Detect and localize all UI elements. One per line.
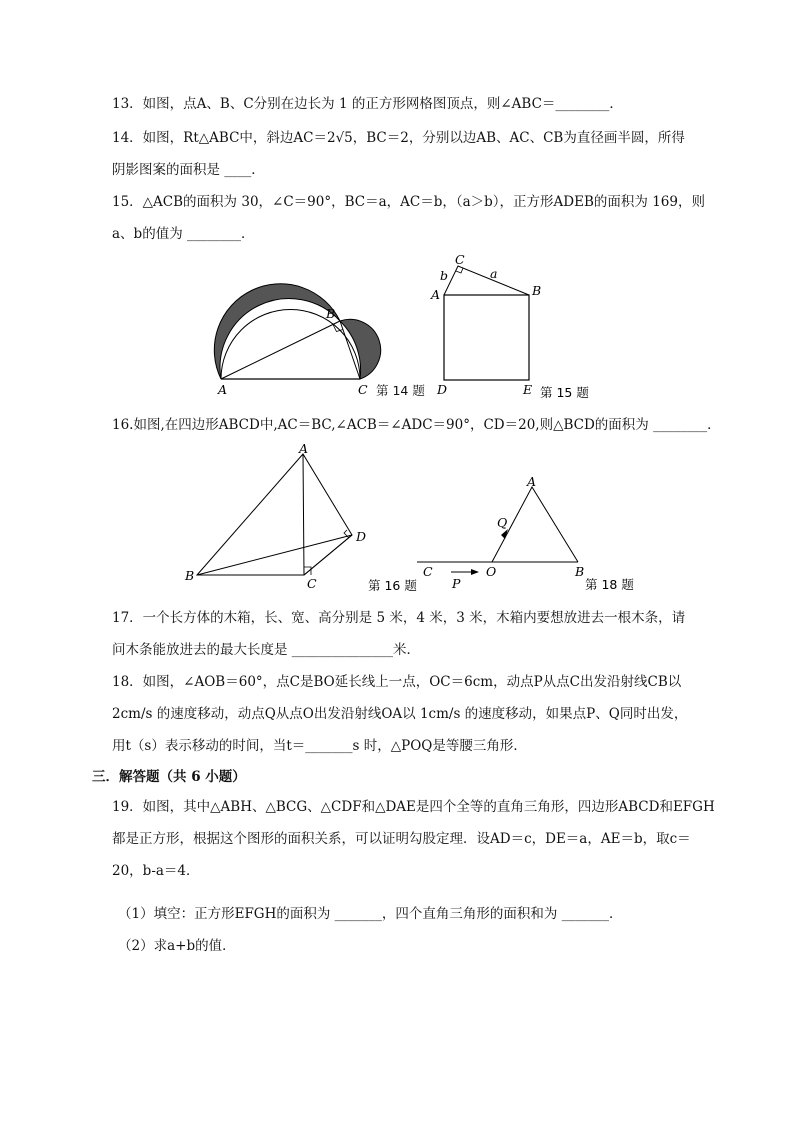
- question-14-line1: 14．如图，Rt△ABC中，斜边AC＝2√5，BC＝2，分别以边AB、AC、CB为直径画半圆，所得: [112, 130, 685, 146]
- arrow-p-head: [471, 569, 479, 575]
- shaded-lune-ab: [214, 284, 340, 379]
- label-q: Q: [497, 515, 508, 530]
- label-b: B: [185, 568, 195, 583]
- question-19-line3: 20，b-a＝4．: [112, 863, 200, 879]
- label-c: C: [307, 576, 317, 591]
- figure-15: [425, 252, 605, 402]
- label-b: B: [575, 564, 585, 579]
- label-p: P: [452, 576, 461, 591]
- label-a: A: [431, 287, 441, 302]
- question-15-line1: 15．△ACB的面积为 30，∠C＝90°，BC＝a，AC＝b，（a＞b），正方形ADEB的面积为 169，则: [112, 194, 705, 210]
- question-14-line2: 阴影图案的面积是 ____．: [112, 162, 265, 178]
- caption-14: 第 14 题: [376, 383, 425, 398]
- question-18-line1: 18．如图，∠AOB＝60°，点C是BO延长线上一点，OC＝6cm，动点P从点C出发沿射线CB以: [112, 674, 682, 690]
- question-19-line2: 都是正方形，根据这个图形的面积关系，可以证明勾股定理．设AD＝c，DE＝a，AE＝b，取c＝: [112, 831, 691, 847]
- label-d: D: [356, 529, 367, 544]
- segment-ac: [303, 454, 304, 575]
- caption-16: 第 16 题: [368, 578, 417, 593]
- figure-16: [180, 441, 417, 595]
- question-16: 16.如图,在四边形ABCD中,AC＝BC,∠ACB＝∠ADC＝90°，CD＝20,则△BCD的面积为 ________．: [112, 417, 721, 433]
- question-15-line2: a、b的值为 ________．: [112, 226, 255, 242]
- question-17-line1: 17．一个长方体的木箱，长、宽、高分别是 5 米，4 米，3 米，木箱内要想放进去一根木条，请: [112, 610, 686, 626]
- question-19-part2: （2）求a+b的值．: [118, 938, 236, 954]
- segment-ab: [221, 321, 340, 379]
- label-a: A: [218, 382, 228, 397]
- shaded-lune-bc: [340, 319, 381, 379]
- label-c: C: [455, 252, 465, 267]
- label-e: E: [523, 382, 533, 397]
- label-side-a: a: [490, 266, 498, 281]
- label-b: B: [532, 283, 542, 298]
- question-19-part1: （1）填空：正方形EFGH的面积为 _______，四个直角三角形的面积和为 _______．: [118, 906, 623, 922]
- label-b: B: [326, 306, 336, 321]
- label-side-b: b: [440, 268, 449, 283]
- question-19-line1: 19．如图，其中△ABH、△BCG、△CDF和△DAE是四个全等的直角三角形，四边形ABCD和EFGH: [112, 799, 715, 815]
- triangle-acb: [444, 266, 529, 295]
- quadrilateral-abcd: [197, 454, 352, 575]
- label-d: D: [437, 382, 448, 397]
- figure-14: [210, 295, 390, 405]
- question-17-line2: 问木条能放进去的最大长度是 _______________米．: [112, 642, 421, 658]
- label-o: O: [486, 564, 497, 579]
- question-18-line2: 2cm/s 的速度移动，动点Q从点O出发沿射线OA以 1cm/s 的速度移动，如果点P、Q同时出发，: [112, 706, 688, 722]
- section-heading: 三．解答题（共 6 小题）: [92, 769, 246, 785]
- square-adeb: [444, 295, 529, 380]
- caption-18: 第 18 题: [585, 577, 634, 592]
- label-a: A: [299, 441, 309, 456]
- caption-15: 第 15 题: [540, 385, 589, 400]
- label-c: C: [423, 564, 433, 579]
- label-c: C: [358, 382, 368, 397]
- question-13: 13．如图，点A、B、C分别在边长为 1 的正方形网格图顶点，则∠ABC＝________．: [112, 96, 623, 112]
- figure-18: [415, 475, 645, 595]
- question-18-line3: 用t（s）表示移动的时间，当t＝_______s 时，△POQ是等腰三角形．: [112, 738, 527, 754]
- label-a: A: [527, 474, 537, 489]
